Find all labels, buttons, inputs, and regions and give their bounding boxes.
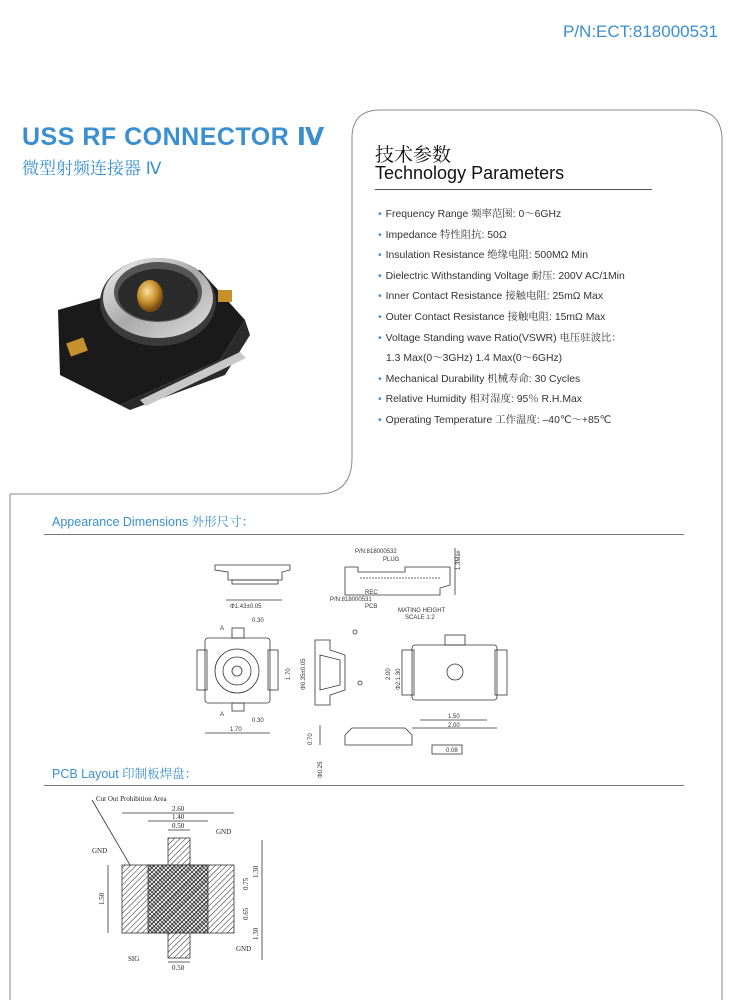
dim-d130: Φ2.1.30 [396, 668, 402, 690]
bullet-icon: • [378, 332, 382, 344]
param-item: • Voltage Standing wave Ratio(VSWR) 电压驻波比： [378, 332, 622, 344]
dim-a-bot: A [220, 712, 225, 718]
product-photo [50, 240, 260, 410]
label-rec: REC [365, 590, 378, 596]
label-pn-plug: P/N:818000532 [355, 549, 397, 555]
pcb-d050b: 0.50 [172, 964, 185, 972]
bullet-icon: • [378, 250, 382, 262]
appearance-drawing [0, 540, 730, 780]
label-plug: PLUG [383, 557, 400, 563]
param-item: • Frequency Range 频率范围: 0～6GHz [378, 209, 562, 220]
footprint-view [386, 635, 507, 729]
label-pn-rec: P/N:818000531 [330, 597, 372, 603]
pcb-cutout: Cut Out Prohibition Area [96, 795, 167, 803]
dim-d200: 2.00 [386, 668, 392, 680]
bullet-icon: • [378, 414, 382, 426]
dim-d200b: 2.00 [448, 723, 460, 729]
bullet-icon: • [378, 394, 382, 406]
bullet-icon: • [378, 229, 382, 241]
product-title-cn: 微型射频连接器 Ⅳ [22, 159, 162, 178]
dim-d150: 1.50 [448, 714, 460, 720]
mating-view [330, 548, 462, 621]
bullet-icon: • [378, 291, 382, 303]
pcb-gnd-b: GND [236, 945, 252, 953]
param-item: • Insulation Resistance 绝缘电阻: 500MΩ Min [378, 250, 589, 262]
bullet-icon: • [378, 270, 382, 282]
label-scale: SCALE 1:2 [405, 615, 435, 621]
top-view [197, 618, 292, 733]
pcb-d065: 0.65 [242, 907, 250, 920]
params-heading-cn: 技术参数 [375, 145, 452, 166]
param-item: • Impedance 特性阻抗: 50Ω [378, 229, 507, 241]
pcb-d130a: 1.30 [252, 865, 260, 878]
side-view-bottom [308, 725, 462, 778]
appearance-title: Appearance Dimensions 外形尺寸： [52, 515, 255, 529]
product-title-en: USS RF CONNECTOR Ⅳ [22, 123, 325, 151]
dim-d035: Φ0.35±0.05 [301, 658, 307, 690]
pcb-gnd-r: GND [216, 828, 232, 836]
label-pcb: PCB [365, 604, 378, 610]
param-item: • Mechanical Durability 机械寿命: 30 Cycles [378, 373, 581, 385]
pcb-d075: 0.75 [242, 877, 250, 890]
params-heading-en: Technology Parameters [375, 163, 565, 183]
param-item: • Operating Temperature 工作温度: –40℃～+85℃ [378, 414, 612, 426]
dim-d030a: 0.30 [252, 618, 264, 624]
pcb-d260: 2.60 [172, 805, 185, 813]
bullet-icon: • [378, 311, 382, 323]
pcb-gnd-l: GND [92, 847, 108, 855]
params-list [378, 205, 625, 432]
dim-d030b: 0.30 [252, 718, 264, 724]
label-max-h: 1.3Max [456, 550, 462, 570]
dim-d170h: 1.70 [230, 727, 242, 733]
param-item: • Inner Contact Resistance 接触电阻: 25mΩ Max [378, 291, 604, 303]
dim-d143: Φ1.43±0.05 [230, 604, 262, 610]
pcb-d150: 1.50 [98, 892, 106, 905]
pcb-d130b: 1.30 [252, 927, 260, 940]
part-number: P/N:ECT:818000531 [563, 22, 718, 41]
pcb-sig: SIG [128, 955, 140, 963]
pcb-d140: 1.40 [172, 813, 185, 821]
side-view-top [215, 565, 290, 610]
dim-d025: Φ0.25 [318, 761, 324, 778]
param-item: • Dielectric Withstanding Voltage 耐压: 200V AC/1Min [378, 270, 625, 282]
param-item: • Outer Contact Resistance 接触电阻: 15mΩ Max [378, 311, 606, 323]
params-divider [375, 189, 652, 190]
dim-tol: 0.08 [446, 748, 458, 754]
bullet-icon: • [378, 373, 382, 385]
pcb-divider [44, 785, 684, 786]
param-item-cont: 1.3 Max(0～3GHz) 1.4 Max(0～6GHz) [386, 353, 563, 365]
dim-a-top: A [220, 626, 225, 632]
pcb-title: PCB Layout 印制板焊盘： [52, 767, 198, 781]
bullet-icon: • [378, 209, 382, 220]
pcb-d050: 0.50 [172, 822, 185, 830]
param-item: • Relative Humidity 相对湿度: 95％ R.H.Max [378, 394, 582, 406]
label-mating: MATING HEIGHT [398, 608, 446, 614]
appearance-divider [44, 534, 684, 535]
pcb-drawing [0, 788, 300, 978]
section-view [301, 630, 362, 705]
dim-d070: 0.70 [308, 733, 314, 745]
dim-d170v: 1.70 [286, 668, 292, 680]
